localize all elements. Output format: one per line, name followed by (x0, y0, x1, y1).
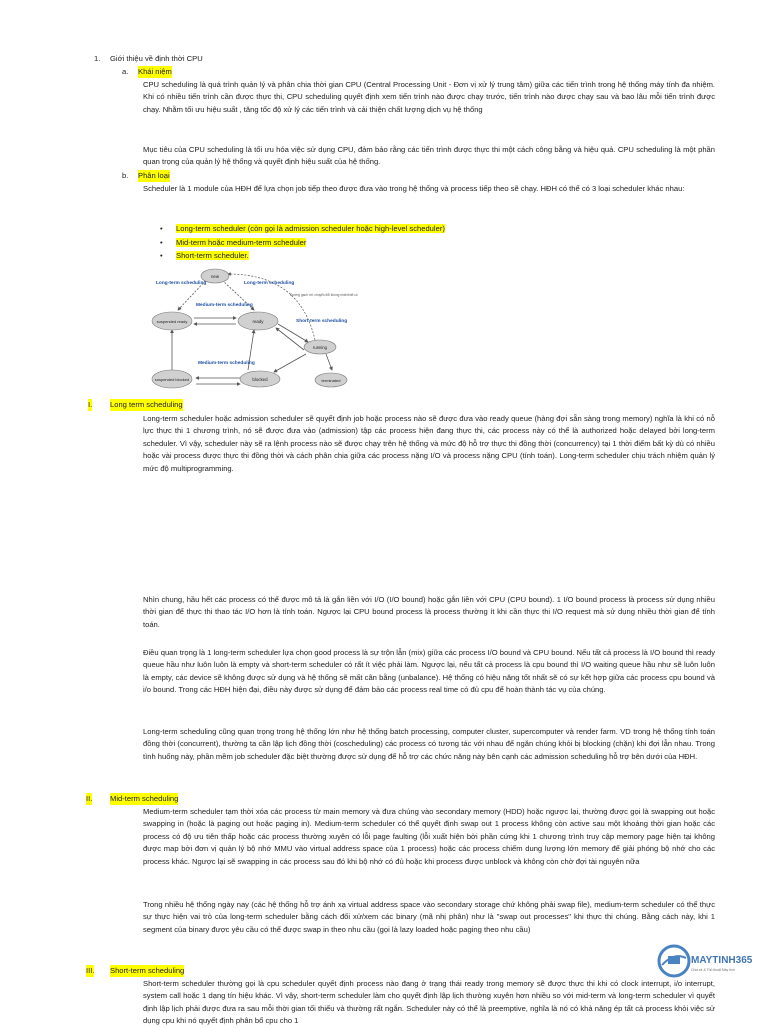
sub-b-title: Phân loại (138, 170, 170, 182)
short-term-paragraph-1: Short-term scheduler thường gọi là cpu scheduler quyết định process nào đang ở trạng thái ready trong memory sẽ được thực thi khi có clock interrupt, i/o interrupt, system call hoặc 1 dạng tín hiệu khác. Vì vậy, short-term scheduler làm cho quyết định lập lịch thường xuyên hơn nhiều so với mid-term và long-term scheduler vì quyết định lập lịch phải được đưa ra sau mỗi thời gian tối thiểu và thường rất ngắn. Scheduler này có thể là preemptive, nghĩa là nó có khả năng ép tất cả process khỏi việc sử dụng cpu khi nó quyết định phân bổ cpu cho 1 (143, 979, 715, 1026)
svg-text:suspended ready: suspended ready (156, 319, 188, 324)
watermark-brand: MAYTINH365 (691, 955, 753, 966)
state-ready (238, 312, 278, 330)
long-term-paragraph-2: Nhìn chung, hầu hết các process có thể được mô tả là gắn liền với I/O (I/O bound) hoặc gắn liền với CPU (CPU bound). 1 I/O bound process là process sử dụng nhiều thời gian để thực thi thao tác I/O hơn là tính toán. Ngược lại CPU bound process là process thường ít khi cần thực thi I/O request mà sử dụng nhiều thời gian để tính toán. (143, 595, 715, 629)
section-1-number: 1. (94, 54, 101, 63)
label-long-term-1: Long-term scheduling (156, 281, 207, 286)
watermark-tagline: Chia sẻ & Thủ thuật Máy tính (691, 968, 735, 972)
process-state-diagram (150, 266, 358, 390)
sub-b-marker: b. (122, 171, 129, 180)
svg-text:new: new (210, 274, 220, 279)
svg-text:terminated: terminated (321, 378, 341, 383)
long-term-paragraph-4: Long-term scheduling cũng quan trọng trong hệ thống lớn như hệ thống batch processing, computer cluster, supercomputer và render farm. VD trong hệ thống tính toán đồng thời (concurrent), thường ta cần lập lịch đồng thời (coscheduling) các process có tương tác với nhau để ngăn chúng khỏi bị blocking (chặn) khi đợi lẫn nhau. Trong tình huống này, phần mềm job scheduler đặc biệt thường được sử dụng để hỗ trợ các chức năng này bên cạnh các admission scheduling hỗ trợ bên dưới của HĐH. (143, 727, 715, 761)
sub-a-title: Khái niệm (138, 66, 172, 78)
diagram-note: Đường gạch rời: chuyển đổi không nhất thiết có (290, 293, 358, 297)
state-suspended-ready (152, 312, 192, 330)
section-II-title: Mid-term scheduling (110, 793, 178, 805)
concept-paragraph-1: CPU scheduling là quá trình quản lý và phân chia thời gian CPU (Central Processing Unit - Đơn vị xử lý trung tâm) giữa các tiến trình trong hệ thống máy tính đa nhiệm. Khi có nhiều tiến trình cần được thực thi, CPU scheduling quyết định xem tiến trình nào được chạy trước, tiến trình nào được chạy sau và bao lâu mỗi tiến trình được chạy. Nhằm tối ưu hiệu suất , tăng tốc độ xử lý các tiến trình và cải thiện chất lượng dịch vụ hệ thống (143, 80, 715, 114)
section-I-title: Long term scheduling (110, 399, 183, 411)
mid-term-paragraph-2: Trong nhiều hệ thống ngày nay (các hệ thống hỗ trợ ánh xạ virtual address space vào secondary storage chứ không phải swap file), medium-term scheduler có thể thực sự thực hiện vai trò của long-term scheduler bằng cách đối xử/xem các binary (mã nhị phân) như là "swap out processes" khi thực thi chúng. Bằng cách này, khi 1 segment của binary được yêu cầu có thể được swap in theo nhu cầu (gọi là lazy loaded hoặc paging theo nhu cầu) (143, 900, 715, 934)
section-1-title: Giới thiệu về định thời CPU (110, 54, 203, 63)
svg-text:ready: ready (252, 319, 264, 324)
mid-term-paragraph-1: Medium-term scheduler tạm thời xóa các process từ main memory và đưa chúng vào secondary memory (HDD) hoặc ngược lại, thường được gọi là swapping out hoặc swapping in (hoặc là paging out hoặc paging in). Medium-term scheduler có thể quyết định swap out 1 process không còn active sau một khoảng thời gian hoặc các process có độ ưu tiên thấp hoặc các process thường xuyên có lỗi page faulting (lỗi xuất hiện bởi phần cứng khi 1 chương trình truy cập memory page hiện tại không được map bởi đơn vị quản lý bộ nhớ MMU vào virtual address space của 1 process) hoặc các process chiếm dung lượng lớn memory để giải phóng bộ nhớ cho các process khác. Ngược lại sẽ swapping in các process sau đó khi bộ nhớ có đủ hoặc khi process được unblock và không còn chờ đợi tài nguyên nữa (143, 807, 715, 866)
label-long-term-2: Long-term scheduling (244, 281, 295, 286)
section-III-number: III. (86, 965, 94, 977)
label-medium-term-1: Medium-term scheduling (196, 303, 253, 308)
label-short-term: Short-term scheduling (296, 319, 348, 324)
section-III-title: Short-term scheduling (110, 965, 184, 977)
state-running (304, 340, 336, 354)
section-I-number: I. (88, 399, 92, 411)
sub-a-marker: a. (122, 67, 129, 76)
classification-paragraph: Scheduler là 1 module của HĐH để lựa chọn job tiếp theo được đưa vào trong hệ thống và process tiếp theo sẽ chạy. HĐH có thể có 3 loại scheduler khác nhau: (143, 184, 685, 193)
section-II-number: II. (86, 793, 92, 805)
list-item: • Long-term scheduler (còn gọi là admission scheduler hoặc high-level scheduler) (160, 223, 445, 237)
concept-paragraph-2: Mục tiêu của CPU scheduling là tối ưu hóa việc sử dụng CPU, đảm bảo rằng các tiến trình được thực thi một cách công bằng và hiệu quả. CPU scheduling là một phần quan trọng của quản lý hệ thống và quyết định hiệu suất của hệ thống. (143, 145, 715, 167)
list-item: • Mid-term hoặc medium-term scheduler (160, 237, 445, 251)
label-medium-term-2: Medium-term scheduling (198, 361, 255, 366)
long-term-paragraph-3: Điều quan trọng là 1 long-term scheduler lựa chọn good process là sự trộn lẫn (mix) giữa các process I/O bound và CPU bound. Nếu tất cả process là I/O bound thì ready queue hầu như luôn luôn là empty và short-term scheduler có rất ít việc phải làm. Ngược lại, nếu tất cả process là cpu bound thì I/O waiting queue hầu như sẽ luôn luôn là empty, các device sẽ không được sử dụng và hệ thống sẽ mất cân bằng (unbalance). Hệ thống có hiệu năng tốt nhất sẽ có sự kết hợp giữa các process cpu bound và i/o bound. Trong các HĐH hiện đại, điều này được sử dụng để đảm bảo các process real time có đủ cpu để hoàn thành tác vụ của chúng. (143, 648, 716, 695)
svg-text:suspended blocked: suspended blocked (154, 377, 190, 382)
long-term-paragraph-1: Long-term scheduler hoặc admission scheduler sẽ quyết định job hoặc process nào sẽ được đưa vào ready queue (hàng đợi sẵn sàng trong memory) nghĩa là khi có nỗ lực thực thi 1 chương trình, nó sẽ được đưa vào (admission) tập các process hiện đang thực thi, các process này có thể là authorized hoặc delayed bởi long-term scheduler. Vì vậy, scheduler này sẽ ra lệnh process nào sẽ được chạy trên hệ thống và mức độ hỗ trợ thực thi đồng thời (concurrency) tại 1 thời điểm bất kỳ dù có nhiều hoặc vài process được thực thi đồng thời và cách phân chia giữa các process nặng I/O và process nặng CPU (tính toán). Long-term scheduler chịu trách nhiệm quản lý mức độ multiprogramming. (143, 414, 715, 473)
scheduler-types-list (160, 223, 445, 264)
state-suspended-blocked (152, 370, 192, 388)
svg-text:blocked: blocked (252, 377, 268, 382)
state-blocked (240, 371, 280, 387)
state-terminated (315, 373, 347, 387)
svg-text:running: running (313, 345, 327, 350)
maytinh365-watermark (656, 938, 762, 984)
list-item: • Short-term scheduler. (160, 250, 445, 264)
